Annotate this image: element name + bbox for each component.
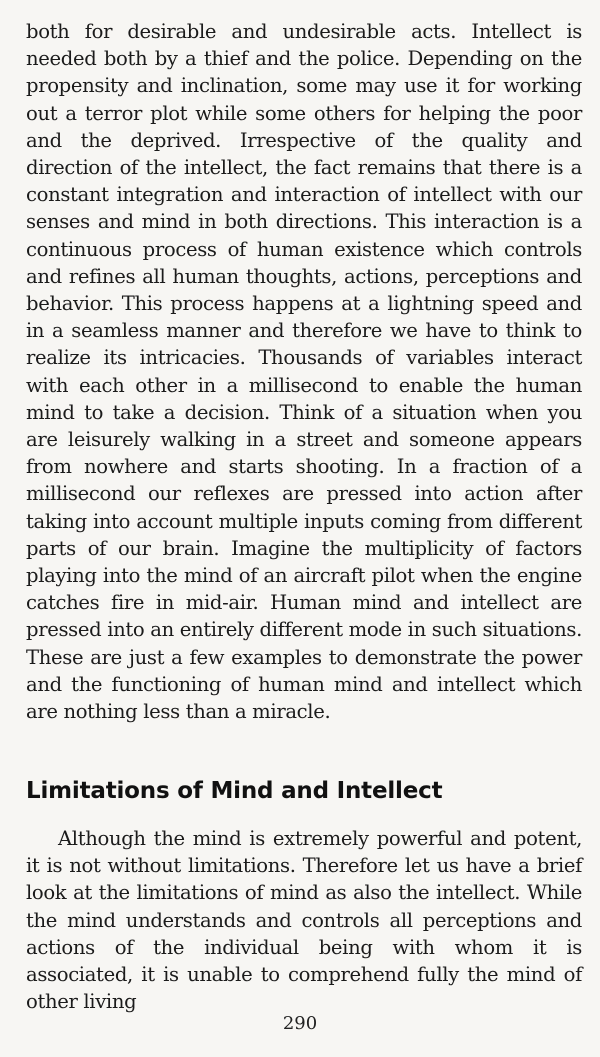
body-paragraph-2: Although the mind is extremely powerful and potent, it is not without limitations. Therefore let us have a brief look at the limitations of mind as also the intellect. While the mind understands and controls all perceptions and actions of the individual being with whom it is associated, it is unable to comprehend fully the mind of other living bbox=[26, 827, 582, 1014]
body-paragraph-1: both for desirable and undesirable acts. Intellect is needed both by a thief and the police. Depending on the propensity and inclination, some may use it for working out a terror plot while some others for helping the poor and the deprived. Irrespective of the quality and direction of the intellect, the fact remains that there is a constant integration and interaction of intellect with our senses and mind in both directions. This interaction is a continuous process of human existence which controls and refines all human thoughts, actions, perceptions and behavior. This process happens at a lightning speed and in a seamless manner and therefore we have to think to realize its intricacies. Thousands of variables interact with each other in a millisecond to enable the human mind to take a decision. Think of a situation when you are leisurely walking in a street and someone appears from nowhere and starts shooting. In a fraction of a millisecond our reflexes are pressed into action after taking into account multiple inputs coming from different parts of our brain. Imagine the multiplicity of factors playing into the mind of an aircraft pilot when the engine catches fire in mid-air. Human mind and intellect are pressed into an entirely different mode in such situations. These are just a few examples to demonstrate the power and the functioning of human mind and intellect which are nothing less than a miracle. bbox=[26, 20, 582, 724]
section-heading: Limitations of Mind and Intellect bbox=[26, 778, 443, 804]
page-number: 290 bbox=[282, 1013, 318, 1034]
